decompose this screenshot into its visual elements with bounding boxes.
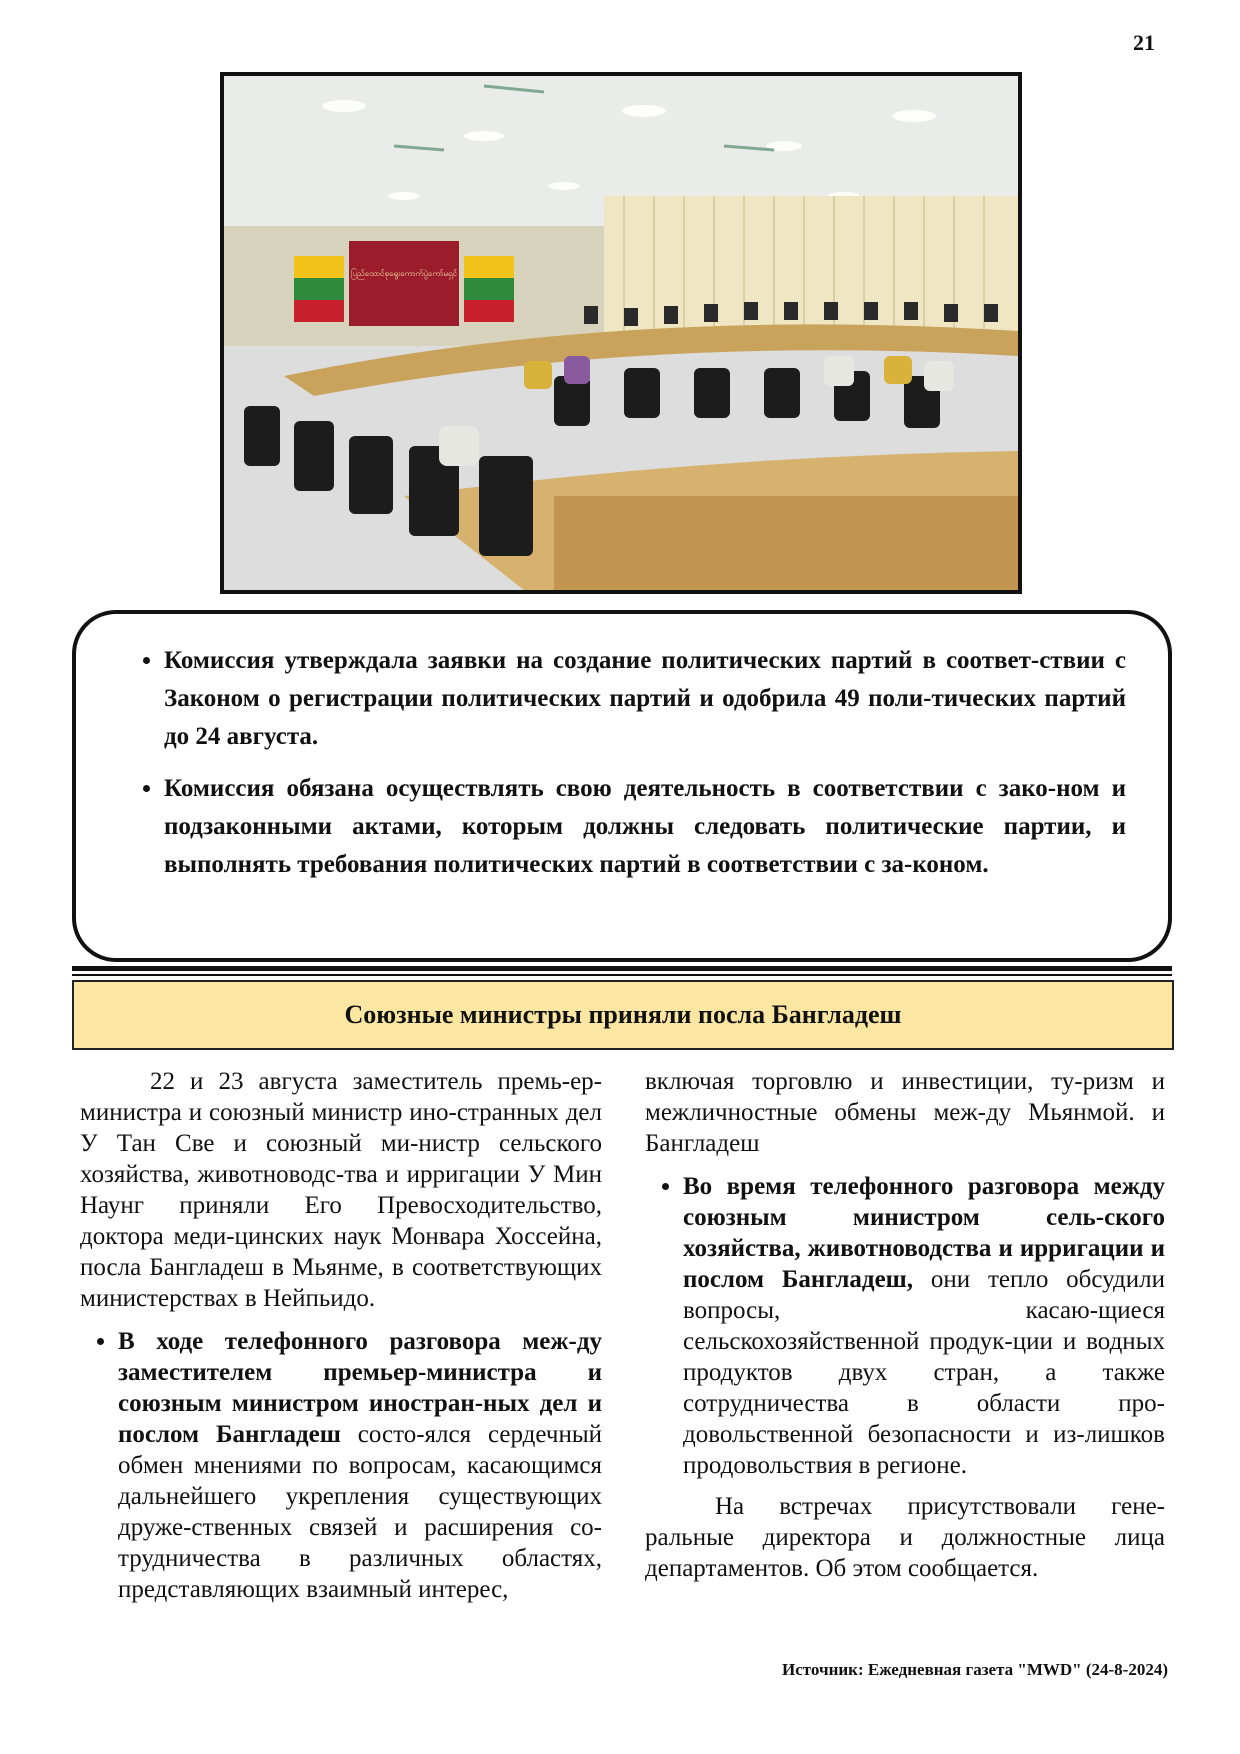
banner-text: ပြည်ထောင်စုရွေးကောက်ပွဲကော်မရှင်: [351, 269, 457, 278]
article-headline: Союзные министры приняли посла Бангладеш: [72, 980, 1174, 1050]
highlights-box: [72, 610, 1172, 962]
divider-thin: [72, 974, 1172, 976]
bullet-text: они тепло обсудили вопросы, касаю-щиеся сельскохозяйственной продук-ции и водных продуктов двух стран, а также сотрудничества в области про-довольственной безопасности и из-лишков продовольствия в регионе.: [683, 1266, 1165, 1479]
article-bullet: [118, 1326, 602, 1605]
article-closing: На встречах присутствовали гене-ральные директора и должностные лица департаментов. Об этом сообщается.: [645, 1493, 1165, 1582]
article-column-left: [80, 1066, 602, 1615]
article-bullet: [683, 1171, 1165, 1481]
meeting-hall-illustration: [224, 76, 1018, 590]
bullet-bold-text: В ходе телефонного разговора меж-ду заместителем премьер-министра и союзным министром иностран-ных дел и послом Бангладеш: [118, 1328, 602, 1448]
meeting-photo: [220, 72, 1022, 594]
divider-thick: [72, 966, 1172, 971]
highlights-list: [134, 642, 1126, 884]
highlight-item: • Комиссия обязана осуществлять свою деятельность в соответствии с зако-ном и подзаконными актами, которым должны следовать политические партии, и выполнять требования политических партий в соответствии с за-коном.: [164, 770, 1126, 884]
highlight-item: • Комиссия утверждала заявки на создание политических партий в соответ-ствии с Законом о регистрации политических партий и одобрила 49 поли-тических партий до 24 августа.: [164, 642, 1126, 756]
source-credit: Источник: Ежедневная газета "MWD" (24-8-2024): [782, 1660, 1168, 1679]
article-intro: 22 и 23 августа заместитель премь-ер-министра и союзный министр ино-странных дел У Тан Све и союзный ми-нистр сельского хозяйства, животноводс-тва и ирригации У Мин Наунг приняли Его Превосходительство, доктора меди-цинских наук Монвара Хоссейна, посла Бангладеш в Мьянме, в соответствующих министерствах в Нейпьидо.: [80, 1068, 602, 1312]
bullet-bold-text: Во время телефонного разговора между союзным министром сель-ского хозяйства, животноводства и ирригации и послом Бангладеш,: [683, 1173, 1165, 1293]
article-column-right: [645, 1066, 1165, 1596]
article-continuation: включая торговлю и инвестиции, ту-ризм и межличностные обмены меж-ду Мьянмой. и Бангладеш: [645, 1068, 1165, 1157]
bullet-text: состо-ялся сердечный обмен мнениями по вопросам, касающимся дальнейшего укрепления существующих друже-ственных связей и расширения со-трудничества в различных областях, представляющих взаимный интерес,: [118, 1421, 602, 1603]
page-number: 21: [1133, 30, 1155, 55]
